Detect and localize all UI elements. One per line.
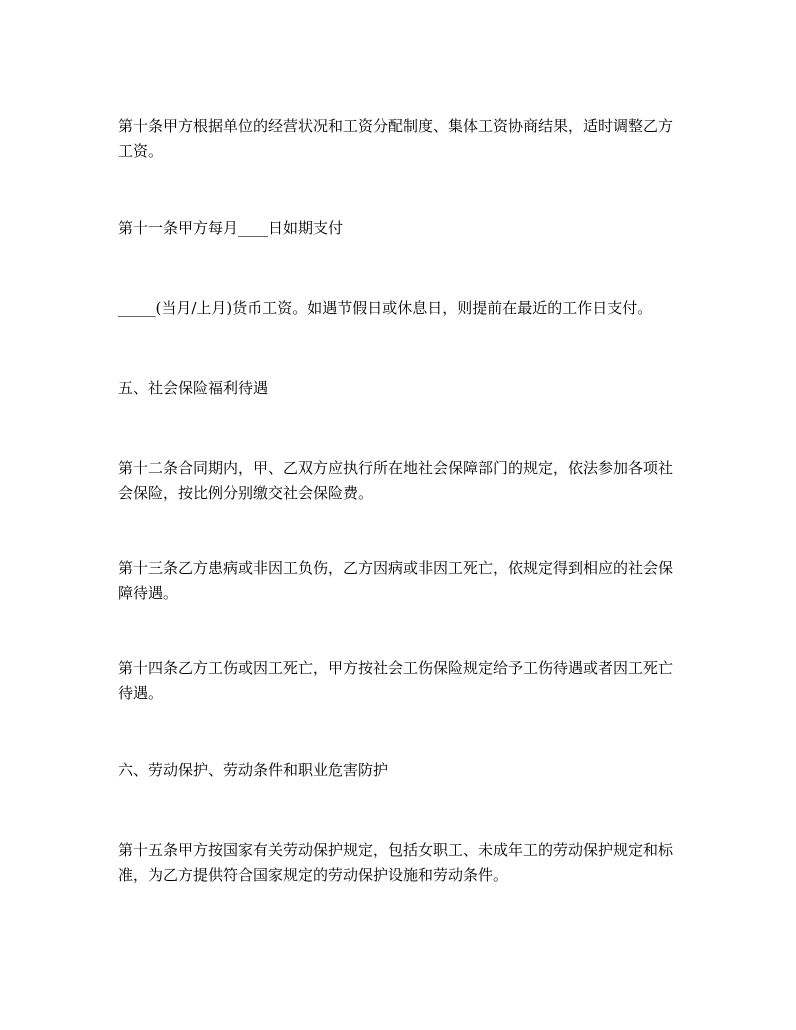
article-11-paragraph: 第十一条甲方每月____日如期支付: [118, 219, 344, 237]
section-5-heading: 五、社会保险福利待遇: [118, 379, 269, 397]
article-12-paragraph: 第十二条合同期内，甲、乙双方应执行所在地社会保障部门的规定，依法参加各项社会保险，按比例分别缴交社会保险费。: [118, 459, 674, 502]
section-6-heading: 六、劳动保护、劳动条件和职业危害防护: [118, 761, 389, 779]
article-10-paragraph: 第十条甲方根据单位的经营状况和工资分配制度、集体工资协商结果，适时调整乙方工资。: [118, 117, 674, 160]
article-14-paragraph: 第十四条乙方工伤或因工死亡，甲方按社会工伤保险规定给予工伤待遇或者因工死亡待遇。: [118, 659, 674, 702]
article-11-continuation-paragraph: _____(当月/上月)货币工资。如遇节假日或休息日，则提前在最近的工作日支付。: [118, 299, 653, 317]
article-13-paragraph: 第十三条乙方患病或非因工负伤，乙方因病或非因工死亡，依规定得到相应的社会保障待遇。: [118, 559, 674, 602]
article-15-paragraph: 第十五条甲方按国家有关劳动保护规定，包括女职工、未成年工的劳动保护规定和标准，为乙方提供符合国家规定的劳动保护设施和劳动条件。: [118, 841, 674, 884]
